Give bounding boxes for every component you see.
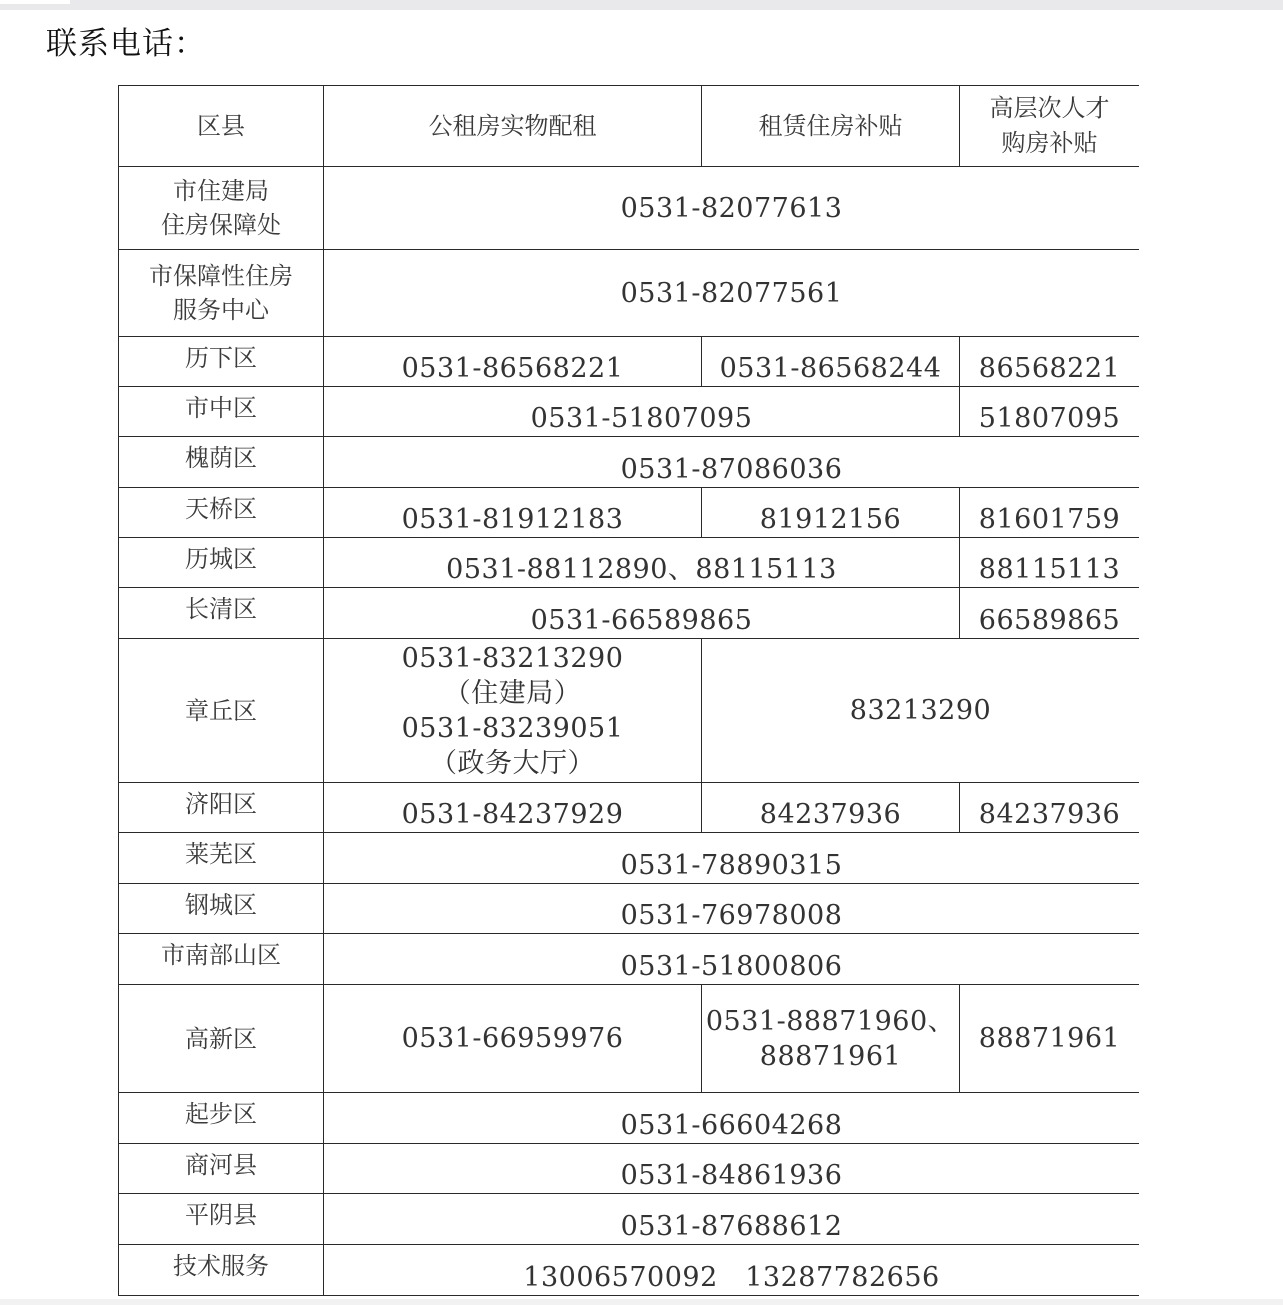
phone-cell: 0531-66604268: [324, 1093, 1140, 1144]
table-row: [119, 538, 1140, 588]
phone-public-and-rental: 0531-88112890、88115113: [324, 538, 960, 588]
district-name-line2: 住房保障处: [161, 211, 281, 239]
phone-public-and-rental: 0531-51807095: [324, 387, 960, 437]
phone-cell: 13006570092 13287782656: [324, 1245, 1140, 1296]
table-header-row: [119, 86, 1140, 167]
table-row: [119, 1194, 1140, 1245]
phone-cell: 0531-78890315: [324, 833, 1140, 884]
district-name: 章丘区: [119, 639, 324, 783]
header-talent-line1: 高层次人才: [989, 94, 1110, 122]
table-row: [119, 437, 1140, 488]
phone-cell: 0531-87688612: [324, 1194, 1140, 1245]
phone-cell: 0531-51800806: [324, 934, 1140, 985]
district-name: 济阳区: [119, 783, 324, 833]
header-talent-subsidy: [960, 86, 1140, 167]
district-name: 历下区: [119, 337, 324, 387]
contact-table: [118, 85, 1139, 1296]
district-name: 市中区: [119, 387, 324, 437]
phone-public-rental: 0531-86568221: [324, 337, 702, 387]
district-name: 商河县: [119, 1144, 324, 1194]
district-name: 天桥区: [119, 488, 324, 538]
district-name: 平阴县: [119, 1194, 324, 1245]
phone-talent-subsidy: 86568221: [960, 337, 1140, 387]
phone-line: 0531-88871960、: [705, 1005, 956, 1037]
phone-line: 0531-83213290: [401, 642, 624, 674]
phone-cell: 0531-82077561: [324, 250, 1140, 337]
phone-public-rental: 0531-84237929: [324, 783, 702, 833]
phone-cell: 0531-82077613: [324, 167, 1140, 250]
district-name-line1: 市保障性住房: [149, 262, 293, 290]
table-row: [119, 1245, 1140, 1296]
district-name: 历城区: [119, 538, 324, 588]
table-row: [119, 783, 1140, 833]
district-name: 市南部山区: [119, 934, 324, 985]
phone-line: 88871961: [759, 1040, 902, 1072]
header-district: 区县: [119, 86, 324, 167]
phone-cell: 0531-76978008: [324, 884, 1140, 934]
table-row: [119, 1093, 1140, 1144]
table-row: [119, 985, 1140, 1093]
table-row: [119, 387, 1140, 437]
phone-public-and-rental: 0531-66589865: [324, 588, 960, 639]
table-row: [119, 337, 1140, 387]
phone-cell: 0531-87086036: [324, 437, 1140, 488]
phone-rental-subsidy: [702, 985, 960, 1093]
district-name: 技术服务: [119, 1245, 324, 1296]
phone-public-rental: 0531-66959976: [324, 985, 702, 1093]
district-cell: [119, 167, 324, 250]
table-row: [119, 167, 1140, 250]
phone-line: 0531-83239051: [401, 712, 624, 744]
table-row: [119, 934, 1140, 985]
phone-talent-subsidy: 88115113: [960, 538, 1140, 588]
district-name: 莱芜区: [119, 833, 324, 884]
header-talent-line2: 购房补贴: [1001, 129, 1098, 157]
header-public-rental: 公租房实物配租: [324, 86, 702, 167]
phone-public-rental: 0531-81912183: [324, 488, 702, 538]
table-row: [119, 639, 1140, 783]
district-cell: [119, 250, 324, 337]
district-name: 起步区: [119, 1093, 324, 1144]
phone-public-rental: [324, 639, 702, 783]
phone-cell: 0531-84861936: [324, 1144, 1140, 1194]
top-bar-tab: [0, 0, 70, 4]
top-bar: [0, 0, 1283, 10]
phone-rental-subsidy: 81912156: [702, 488, 960, 538]
district-name: 长清区: [119, 588, 324, 639]
phone-talent-subsidy: 81601759: [960, 488, 1140, 538]
header-rental-subsidy: 租赁住房补贴: [702, 86, 960, 167]
table-row: [119, 588, 1140, 639]
bottom-strip: [0, 1299, 1283, 1305]
phone-talent-subsidy: 51807095: [960, 387, 1140, 437]
contact-table-container: [118, 85, 1139, 1297]
table-row: [119, 488, 1140, 538]
page-heading: 联系电话：: [46, 26, 206, 62]
district-name: 钢城区: [119, 884, 324, 934]
phone-rental-subsidy: 0531-86568244: [702, 337, 960, 387]
phone-note: （住建局）: [443, 677, 582, 709]
table-row: [119, 250, 1140, 337]
table-row: [119, 833, 1140, 884]
phone-talent-subsidy: 88871961: [960, 985, 1140, 1093]
table-row: [119, 1144, 1140, 1194]
district-name-line1: 市住建局: [173, 177, 269, 205]
district-name: 槐荫区: [119, 437, 324, 488]
phone-rental-and-talent: 83213290: [702, 639, 1140, 783]
phone-talent-subsidy: 84237936: [960, 783, 1140, 833]
table-row: [119, 884, 1140, 934]
district-name-line2: 服务中心: [173, 296, 269, 324]
phone-note: （政务大厅）: [430, 747, 595, 779]
district-name: 高新区: [119, 985, 324, 1093]
phone-rental-subsidy: 84237936: [702, 783, 960, 833]
phone-talent-subsidy: 66589865: [960, 588, 1140, 639]
